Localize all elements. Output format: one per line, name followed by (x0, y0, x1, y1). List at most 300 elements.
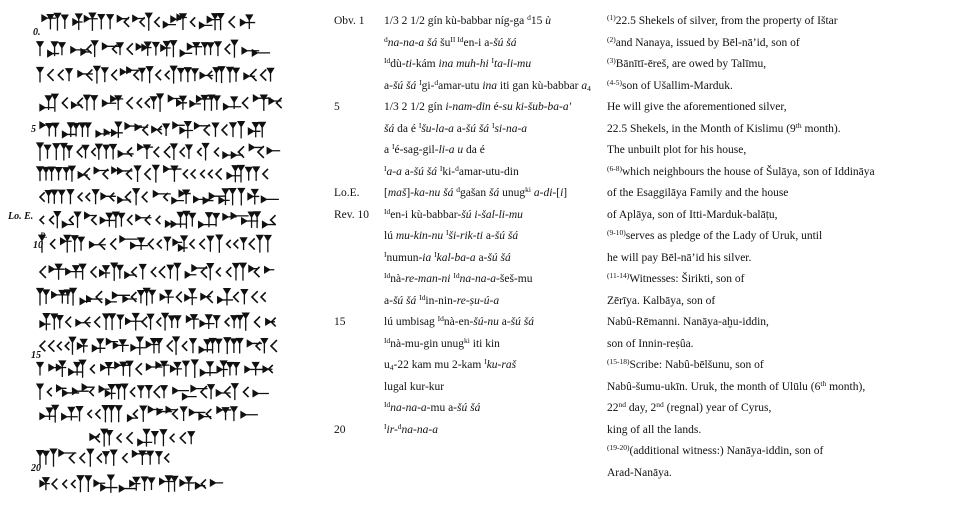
transliteration-line: $^{Id}$nà-mu-gin unug$^{ki}$ iti kin (384, 335, 500, 350)
cuneiform-wedge (66, 146, 72, 158)
transliteration-line: 1/3 2 1/2 gín i-nam-din é-su ki-šub-ba-a' (384, 101, 572, 113)
cuneiform-wedge (170, 434, 174, 443)
cuneiform-wedge (215, 42, 221, 56)
cuneiform-wedge (112, 292, 130, 298)
cuneiform-wedge (92, 41, 98, 57)
cuneiform-wedge (57, 385, 67, 391)
cuneiform-wedge (193, 43, 199, 55)
cuneiform-wedge (251, 69, 257, 81)
cuneiform-wedge (159, 266, 165, 278)
cuneiform-wedge (131, 292, 136, 302)
cuneiform-wedge (261, 69, 267, 80)
cuneiform-wedge (63, 168, 69, 180)
cuneiform-wedge (225, 318, 229, 327)
cuneiform-wedge (223, 408, 229, 420)
line-marker-reverse: R. (40, 231, 48, 240)
cuneiform-wedge (101, 429, 107, 446)
cuneiform-wedge (230, 189, 236, 206)
translation-line: $^{(9-10)}$serves as pledge of the Lady of Uruk, until (607, 228, 823, 242)
line-marker-10: 10 (33, 240, 43, 251)
cuneiform-wedge (142, 192, 147, 203)
cuneiform-wedge (156, 339, 162, 354)
cuneiform-wedge (134, 70, 139, 80)
cuneiform-wedge (169, 316, 175, 328)
cuneiform-wedge (189, 289, 195, 305)
cuneiform-wedge (37, 384, 43, 400)
cuneiform-wedge (243, 387, 248, 397)
cuneiform-wedge (180, 50, 192, 56)
cuneiform-wedge (52, 405, 58, 422)
cuneiform-wedge (58, 70, 63, 81)
cuneiform-wedge (185, 68, 191, 82)
cuneiform-wedge (91, 266, 97, 277)
cuneiform-wedge (96, 144, 102, 159)
cuneiform-wedge (198, 148, 202, 156)
cuneiform-wedge (108, 475, 114, 493)
transliteration-line: a-šú šá $^I$gi-$^d$amar-utu ina iti gan kù-babbar $a_4$ (384, 77, 591, 93)
cuneiform-wedge (40, 216, 44, 224)
cuneiform-wedge (117, 315, 123, 329)
cuneiform-wedge (37, 143, 43, 161)
cuneiform-wedge (90, 242, 106, 248)
cuneiform-wedge (78, 237, 84, 251)
cuneiform-wedge (137, 337, 143, 355)
cuneiform-wedge (243, 313, 249, 331)
cuneiform-wedge (70, 288, 76, 305)
cuneiform-wedge (133, 410, 137, 419)
cuneiform-wedge (161, 386, 167, 398)
cuneiform-wedge (192, 360, 198, 378)
cuneiform-wedge (117, 265, 123, 278)
cuneiform-wedge (69, 216, 73, 224)
cuneiform-wedge (155, 17, 160, 27)
cuneiform-wedge (241, 238, 247, 250)
cuneiform-wedge (224, 104, 242, 110)
cuneiform-wedge (231, 407, 237, 421)
cuneiform-wedge (103, 452, 109, 464)
cuneiform-wedge (201, 386, 207, 398)
cuneiform-wedge (109, 385, 115, 400)
cuneiform-wedge (183, 211, 189, 228)
cuneiform-wedge (231, 316, 237, 328)
cuneiform-wedge (128, 215, 133, 225)
cuneiform-wedge (87, 449, 93, 466)
translation-line: 22.5 Shekels, in the Month of Kislimu (9th month). (607, 120, 841, 135)
cuneiform-wedge (183, 361, 189, 377)
cuneiform-wedge (173, 337, 179, 355)
cuneiform-wedge (219, 197, 230, 203)
translation-line: he will pay Bēl-nā’id his silver. (607, 251, 752, 264)
cuneiform-wedge (40, 105, 54, 111)
cuneiform-wedge (261, 196, 278, 202)
transliteration-line: lú mu-kin-nu $^I$ši-rik-ti a-šú šá (384, 228, 519, 242)
cuneiform-wedge (231, 40, 237, 57)
cuneiform-wedge (162, 313, 168, 330)
cuneiform-wedge (222, 125, 227, 136)
cuneiform-wedge (268, 68, 274, 81)
cuneiform-wedge (66, 317, 71, 328)
cuneiform-wedge (133, 189, 139, 205)
line-marker-5: 5 (31, 124, 36, 135)
transliteration-line: $^I$ir-$^d$na-na-a (384, 421, 438, 436)
cuneiform-wedge (165, 71, 169, 80)
cuneiform-wedge (233, 363, 239, 376)
cuneiform-wedge (156, 216, 160, 224)
cuneiform-wedge (73, 388, 89, 394)
cuneiform-wedge (237, 315, 243, 328)
cuneiform-wedge (43, 314, 49, 331)
cuneiform-wedge (63, 131, 77, 137)
cuneiform-wedge (212, 14, 218, 30)
cuneiform-wedge (240, 20, 255, 26)
cuneiform-wedge (100, 270, 110, 276)
cuneiform-wedge (232, 384, 238, 400)
cuneiform-wedge (161, 361, 167, 376)
cuneiform-wedge (43, 290, 49, 304)
cuneiform-wedge (165, 454, 169, 463)
cuneiform-wedge (173, 122, 185, 128)
cuneiform-wedge (172, 198, 184, 204)
cuneiform-wedge (92, 215, 97, 225)
cuneiform-wedge (248, 193, 259, 199)
cuneiform-wedge (143, 125, 148, 136)
cuneiform-wedge (156, 70, 161, 80)
cuneiform-wedge (210, 480, 223, 486)
cuneiform-wedge (208, 43, 214, 55)
cuneiform-wedge (200, 239, 205, 249)
cuneiform-wedge (37, 68, 43, 83)
cuneiform-wedge (208, 95, 214, 111)
cuneiform-wedge (149, 290, 155, 303)
translation-line: $^{(4-5)}$son of Ušallim-Marduk. (607, 77, 733, 92)
cuneiform-wedge (227, 267, 232, 277)
cuneiform-wedge (167, 265, 173, 278)
cuneiform-wedge (238, 122, 244, 139)
cuneiform-wedge (131, 243, 148, 249)
cuneiform-wedge (234, 240, 238, 249)
cuneiform-wedge (200, 321, 214, 327)
cuneiform-wedge (214, 96, 220, 110)
cuneiform-wedge (241, 412, 258, 418)
cuneiform-wedge (78, 193, 82, 202)
translation-line: $^{(3)}$Bānītī-ēreš, are owed by Talīmu, (607, 56, 767, 70)
cuneiform-wedge (85, 476, 91, 492)
cuneiform-wedge (143, 429, 149, 446)
cuneiform-wedge (40, 413, 56, 419)
cuneiform-wedge (69, 453, 74, 464)
cuneiform-wedge (202, 43, 208, 55)
cuneiform-wedge (123, 453, 128, 463)
cuneiform-wedge (183, 190, 189, 204)
cuneiform-wedge (249, 238, 255, 249)
cuneiform-wedge (137, 98, 142, 108)
translation-line: king of all the lands. (607, 423, 702, 436)
cuneiform-wedge (47, 15, 53, 30)
cuneiform-wedge (216, 339, 222, 353)
cuneiform-wedge (145, 168, 151, 180)
cuneiform-wedge (171, 166, 177, 182)
cuneiform-wedge (56, 168, 62, 181)
cuneiform-wedge (96, 409, 101, 418)
cuneiform-wedge (183, 169, 188, 178)
line-marker-lo-e: Lo. E. (8, 211, 34, 222)
cuneiform-wedge (255, 317, 260, 328)
cuneiform-wedge (103, 145, 109, 159)
cuneiform-wedge (52, 479, 57, 490)
cuneiform-wedge (109, 314, 115, 330)
cuneiform-wedge (65, 290, 71, 304)
cuneiform-wedge (49, 167, 55, 181)
line-number: Lo.E. (334, 187, 360, 199)
cuneiform-wedge (111, 238, 117, 249)
cuneiform-wedge (189, 409, 205, 415)
transliteration-line: $^{Id}$nà-re-man-ni $^{Id}$na-na-a-šeš-mu (384, 271, 533, 285)
cuneiform-wedge (224, 338, 230, 354)
translation-line: 22nd day, 2nd (regnal) year of Cyrus, (607, 400, 772, 414)
cuneiform-wedge (261, 292, 266, 301)
cuneiform-wedge (199, 222, 216, 228)
cuneiform-wedge (51, 190, 57, 204)
cuneiform-wedge (241, 290, 247, 305)
cuneiform-wedge (74, 363, 80, 376)
cuneiform-wedge (265, 236, 271, 253)
cuneiform-wedge (130, 387, 135, 396)
cuneiform-wedge (154, 147, 159, 157)
transliteration-line: $^{Id}$na-na-a-mu a-šú šá (384, 400, 481, 414)
translation-line: The unbuilt plot for his house, (607, 144, 747, 156)
cuneiform-wedge (40, 321, 51, 327)
cuneiform-wedge (37, 42, 43, 56)
cuneiform-wedge (144, 145, 150, 159)
cuneiform-wedge (209, 193, 225, 199)
cuneiform-wedge (69, 369, 83, 375)
cuneiform-wedge (62, 15, 68, 29)
cuneiform-wedge (212, 123, 218, 137)
cuneiform-wedge (94, 480, 105, 486)
cuneiform-wedge (77, 407, 83, 422)
cuneiform-wedge (186, 145, 192, 159)
cuneiform-wedge (73, 19, 83, 25)
cuneiform-wedge (90, 365, 94, 374)
cuneiform-wedge (253, 391, 269, 397)
cuneiform-wedge (57, 342, 61, 351)
cuneiform-wedge (153, 165, 159, 182)
cuneiform-wedge (252, 291, 258, 303)
transliteration-line: $^{Id}$en-i kù-babbar-šú i-šal-li-mu (384, 206, 523, 221)
cuneiform-wedge (181, 236, 187, 252)
cuneiform-wedge (171, 66, 177, 83)
transliteration-line: lú umbisag $^{Id}$nà-en-šú-nu a-šú šá (384, 314, 534, 328)
cuneiform-wedge (102, 68, 108, 82)
cuneiform-wedge (192, 69, 198, 81)
cuneiform-wedge (79, 123, 85, 137)
cuneiform-wedge (59, 291, 65, 304)
cuneiform-wedge (217, 366, 228, 372)
cuneiform-wedge (51, 314, 57, 330)
cuneiform-wedge (257, 235, 263, 252)
cuneiform-wedge (261, 339, 267, 354)
cuneiform-wedge (191, 17, 196, 26)
cuneiform-wedge (119, 486, 136, 492)
cuneiform-wedge (265, 267, 275, 273)
cuneiform-wedge (97, 453, 102, 462)
cuneiform-wedge (112, 70, 117, 81)
translation-line: Nabû-Rēmanni. Nanāya-aḫu-iddin, (607, 316, 769, 328)
cuneiform-wedge (238, 146, 244, 157)
cuneiform-wedge (216, 235, 222, 253)
cuneiform-wedge (261, 95, 267, 111)
cuneiform-wedge (200, 22, 213, 28)
cuneiform-wedge (218, 297, 233, 303)
translation-line: Zērīya. Kalbāya, son of (607, 294, 716, 307)
transliteration-line: šá da é $^I$šu-la-a a-šú šá $^I$si-na-a (384, 120, 528, 135)
cuneiform-wedge (176, 292, 181, 303)
cuneiform-wedge (146, 13, 152, 31)
cuneiform-wedge (216, 268, 220, 277)
cuneiform-wedge (207, 264, 213, 281)
cuneiform-wedge (44, 145, 50, 158)
cuneiform-wedge (59, 361, 65, 377)
cuneiform-wedge (199, 347, 213, 353)
cuneiform-wedge (206, 315, 212, 329)
cuneiform-wedge (37, 167, 43, 181)
cuneiform-wedge (59, 43, 65, 56)
cuneiform-wedge (222, 189, 228, 205)
cuneiform-wedge (242, 218, 258, 224)
cuneiform-wedge (40, 192, 45, 201)
cuneiform-wedge (263, 169, 268, 179)
translation-line: $^{(2)}$and Nanaya, issued by Bēl-nā’id, son of (607, 34, 800, 49)
cuneiform-wedge (85, 317, 90, 327)
cuneiform-wedge (83, 145, 89, 158)
cuneiform-wedge (218, 14, 224, 31)
cuneiform-wedge (115, 122, 121, 138)
cuneiform-wedge (50, 216, 54, 225)
translation-line: Nabû-šumu-ukīn. Uruk, the month of Ulūlu (6th month), (607, 378, 866, 393)
transliteration-line: a-šú šá $^{Id}$in-nin-re-ṣu-ú-a (384, 292, 500, 307)
cuneiform-wedge (163, 124, 169, 136)
cuneiform-wedge (102, 100, 116, 106)
cuneiform-wedge (180, 14, 186, 30)
cuneiform-wedge (142, 477, 148, 491)
translation-line: of the Esaggilāya Family and the house (607, 187, 789, 199)
cuneiform-wedge (125, 191, 131, 202)
cuneiform-wedge (116, 385, 122, 400)
cuneiform-wedge (201, 170, 205, 178)
cuneiform-wedge (48, 69, 54, 81)
cuneiform-wedge (47, 408, 53, 420)
cuneiform-wedge (203, 198, 213, 204)
cuneiform-wedge (151, 267, 156, 277)
cuneiform-wedge (172, 476, 178, 491)
cuneiform-wedge (160, 430, 166, 446)
cuneiform-wedge (127, 147, 132, 156)
cuneiform-wedge (84, 95, 90, 110)
translation-line: He will give the aforementioned silver, (607, 101, 787, 113)
cuneiform-wedge (208, 385, 214, 399)
cuneiform-wedge (188, 432, 194, 445)
cuneiform-wedge (233, 264, 239, 281)
cuneiform-wedge (89, 13, 95, 31)
cuneiform-wedge (180, 432, 186, 443)
cuneiform-wedge (48, 51, 59, 57)
cuneiform-wedge (65, 342, 69, 350)
cuneiform-wedge (99, 238, 105, 249)
cuneiform-wedge (246, 167, 252, 180)
cuneiform-wedge (66, 269, 83, 275)
cuneiform-wedge (40, 266, 46, 278)
cuneiform-wedge (116, 406, 122, 422)
cuneiform-wedge (50, 449, 56, 467)
cuneiform-wedge (170, 41, 176, 58)
cuneiform-wedge (94, 66, 100, 83)
cuneiform-wedge (157, 318, 161, 327)
cuneiform-wedge (120, 236, 138, 242)
cuneiform-wedge (156, 452, 162, 465)
cuneiform-wedge (122, 384, 128, 400)
cuneiform-wedge (54, 212, 60, 229)
cuneiform-wedge (127, 361, 133, 376)
cuneiform-wedge (178, 69, 184, 82)
cuneiform-wedge (190, 101, 201, 107)
translation-line: $^{(11-14)}$Witnesses: Širikti, son of (607, 271, 745, 285)
cuneiform-wedge (148, 314, 154, 329)
cuneiform-wedge (126, 318, 143, 324)
cuneiform-wedge (138, 238, 144, 250)
cuneiform-wedge (92, 345, 105, 351)
cuneiform-wedge (154, 386, 160, 398)
line-number: 5 (334, 101, 340, 113)
cuneiform-wedge (106, 363, 112, 376)
cuneiform-wedge (174, 263, 180, 280)
line-marker-15: 15 (31, 350, 41, 361)
cuneiform-wedge (43, 451, 49, 464)
cuneiform-wedge (147, 451, 153, 465)
cuneiform-wedge (238, 166, 244, 183)
cuneiform-wedge (243, 97, 249, 108)
cuneiform-wedge (37, 288, 43, 305)
transliteration-line: $^I$a-a a-šú šá $^I$ki-$^d$amar-utu-din (384, 163, 519, 178)
cuneiform-wedge (227, 240, 231, 248)
line-number: Obv. 1 (334, 15, 365, 27)
cuneiform-wedge (153, 191, 170, 197)
cuneiform-wedge (71, 480, 75, 488)
cuneiform-wedge (202, 96, 208, 111)
cuneiform-wedge (92, 148, 96, 156)
cuneiform-wedge (108, 406, 114, 423)
cuneiform-wedge (200, 370, 216, 376)
cuneiform-wedge (133, 314, 139, 331)
cuneiform-wedge (190, 339, 196, 354)
cuneiform-wedge (62, 98, 67, 109)
cuneiform-wedge (75, 212, 81, 228)
cuneiform-wedge (102, 406, 108, 423)
cuneiform-wedge (69, 166, 75, 182)
cuneiform-wedge (267, 148, 280, 154)
cuneiform-wedge (153, 43, 159, 56)
cuneiform-wedge (248, 128, 260, 134)
cuneiform-wedge (213, 68, 219, 82)
cuneiform-wedge (110, 193, 114, 202)
cuneiform-wedge (138, 386, 144, 398)
cuneiform-wedge (127, 169, 132, 180)
cuneiform-wedge (98, 15, 104, 30)
cuneiform-wedge (175, 316, 181, 328)
line-marker-0: 0. (33, 27, 41, 38)
cuneiform-wedge (88, 410, 92, 418)
transliteration-line: [maš]-ka-nu šá $^d$gašan šá unug$^{ki}$ a-di-[i] (384, 185, 568, 199)
translation-line: $^{(19-20)}$(additional witness:) Nanāya-iddin, son of (607, 443, 824, 457)
